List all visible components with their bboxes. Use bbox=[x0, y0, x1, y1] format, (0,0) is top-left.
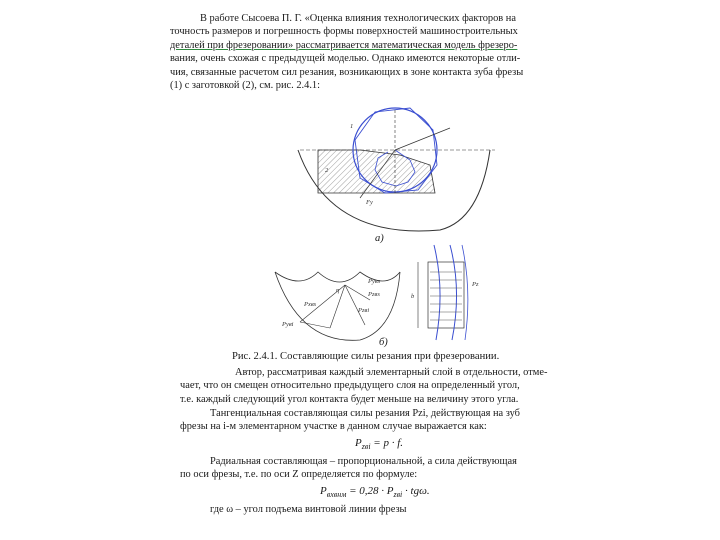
cutter-profile-arc bbox=[275, 272, 400, 282]
hatch-lines bbox=[430, 272, 462, 320]
figure-label-b: б) bbox=[379, 337, 388, 348]
label-pyvi: Pyвi bbox=[282, 321, 294, 328]
last-paragraph bbox=[210, 503, 550, 516]
label-pxvs: Pxвs bbox=[304, 301, 317, 308]
label-pz: Pz bbox=[472, 281, 479, 288]
text-line: вания, очень схожая с предыдущей моделью. Однако имеются некоторые отли- bbox=[170, 53, 521, 65]
text-line: (1) с заготовкой (2), см. рис. 2.4.1: bbox=[170, 80, 321, 92]
text-line: т.е. каждый следующий угол контакта будет меньше на величину этого угла. bbox=[180, 393, 519, 405]
text-line: деталей при фрезеровании» рассматривается математическая модель фрезеро- bbox=[170, 39, 518, 51]
label-workpiece: 2 bbox=[325, 167, 329, 174]
helix-blue-2 bbox=[450, 245, 457, 340]
label-pyvs: Pyвs bbox=[368, 278, 381, 285]
label-tooth: 1 bbox=[350, 123, 354, 130]
figure-label-a: а) bbox=[375, 233, 384, 244]
label-force: Fy bbox=[366, 199, 373, 206]
figure-caption: Рис. 2.4.1. Составляющие силы резания при фрезеровании. bbox=[232, 351, 500, 362]
text-line: фрезы на i-м элементарном участке в данном случае выражается как: bbox=[180, 421, 487, 433]
label-b: b bbox=[411, 293, 415, 300]
text-line: чает, что он смещен относительно предыдущего слоя на определенный угол, bbox=[180, 380, 520, 392]
text-line: В работе Сысоева П. Г. «Оценка влияния технологических факторов на bbox=[200, 13, 516, 24]
text-line: где ω – угол подъема винтовой линии фрезы bbox=[210, 504, 407, 515]
force-vector bbox=[300, 322, 330, 328]
author-paragraph bbox=[180, 366, 550, 406]
text-line: Тангенциальная составляющая силы резания Pzi, действующая на зуб bbox=[210, 408, 520, 419]
helix-blue-1 bbox=[434, 245, 440, 340]
label-pzvs: Pzвs bbox=[368, 291, 380, 298]
formula-tangential: $P_{zвi} = p \cdot f$. bbox=[355, 437, 404, 452]
text-line: Радиальная составляющая – пропорциональной, а сила действующая bbox=[210, 456, 517, 467]
text-line: Автор, рассматривая каждый элементарный слой в отдельности, отме- bbox=[235, 367, 548, 378]
label-pzvi: Pzвi bbox=[358, 307, 370, 314]
helix-blue-3 bbox=[462, 245, 468, 340]
formula-radial: $P_{вxвнм} = 0,28 \cdot P_{zвi} \cdot tg\omega$. bbox=[320, 485, 430, 500]
text-line: точность размеров и погрешность формы поверхностей машиностроительных bbox=[170, 26, 518, 38]
label-eta: η bbox=[336, 287, 340, 294]
radial-paragraph bbox=[180, 455, 550, 482]
text-line: по оси фрезы, т.е. по оси Z определяется по формуле: bbox=[180, 469, 418, 481]
tangential-paragraph bbox=[180, 407, 550, 434]
text-line: чия, связанные расчетом сил резания, возникающих в зоне контакта зуба фрезы bbox=[170, 66, 524, 78]
